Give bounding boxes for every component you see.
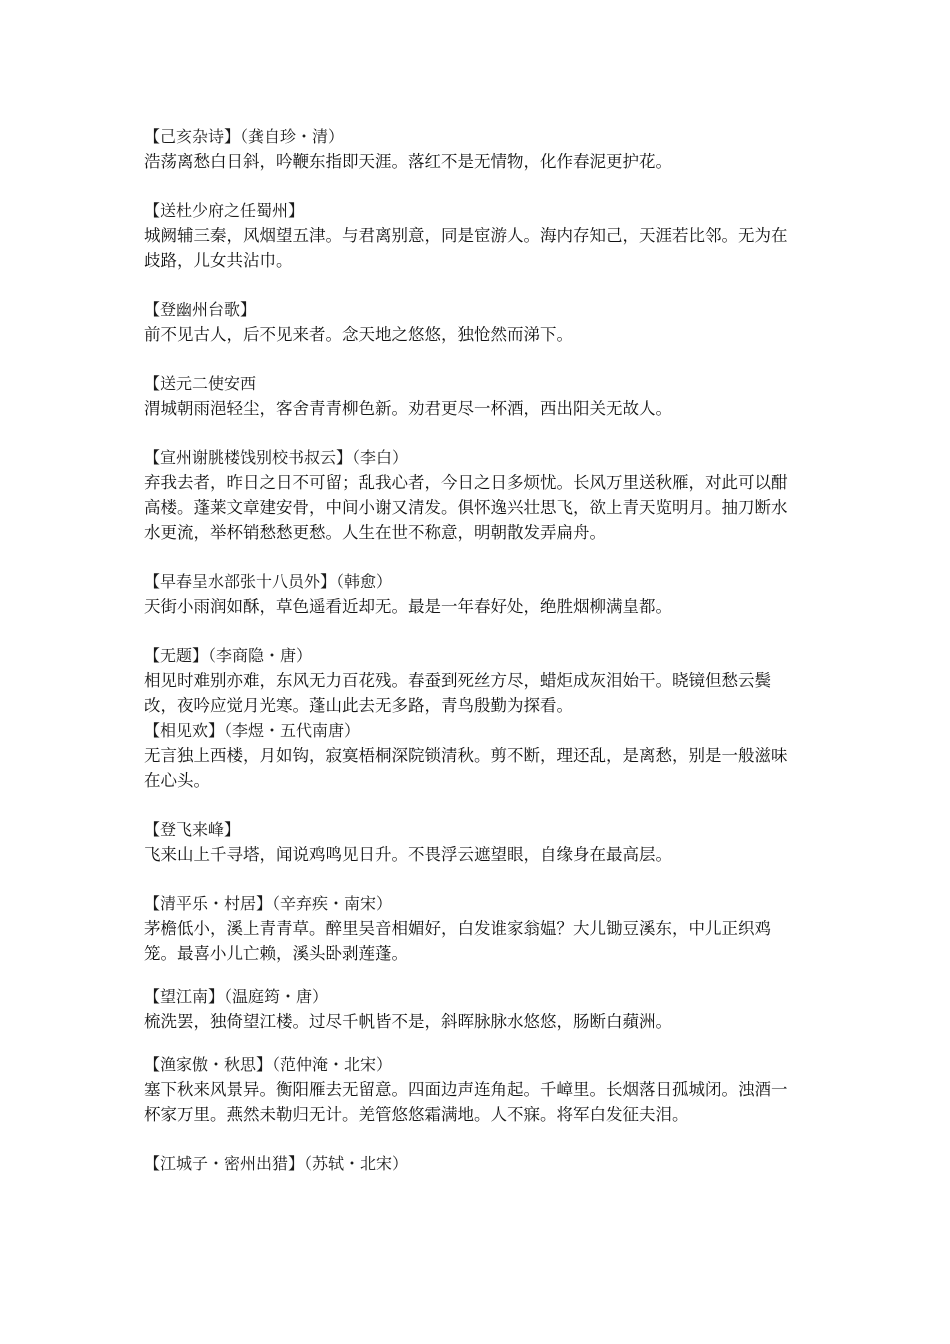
poem-title: 【送杜少府之任蜀州】 — [144, 201, 305, 220]
poem-qingpingle — [144, 891, 800, 966]
poem-xiangjianhuan — [144, 718, 800, 793]
poem-body: 渭城朝雨浥轻尘，客舍青青柳色新。劝君更尽一杯酒，西出阳关无故人。 — [144, 399, 672, 418]
poem-title: 【渔家傲・秋思】（范仲淹・北宋） — [144, 1055, 393, 1074]
poem-title: 【无题】（李商隐・唐） — [144, 646, 313, 665]
poem-wuti — [144, 643, 800, 718]
poem-wangjiangnan — [144, 984, 800, 1034]
poem-body: 塞下秋来风景异。衡阳雁去无留意。四面边声连角起。千嶂里。长烟落日孤城闭。浊酒一杯家万里。燕然未勒归无计。羌管悠悠霜满地。人不寐。将军白发征夫泪。 — [144, 1080, 788, 1124]
poem-song-dushaofu — [144, 198, 800, 273]
poem-deng-feilaifeng — [144, 817, 800, 867]
poem-jiangchengzi — [144, 1151, 800, 1176]
poem-title: 【清平乐・村居】（辛弃疾・南宋） — [144, 894, 393, 913]
poem-body: 弃我去者，昨日之日不可留；乱我心者，今日之日多烦忧。长风万里送秋雁，对此可以酣高楼。蓬莱文章建安骨，中间小谢又清发。俱怀逸兴壮思飞，欲上青天览明月。抽刀断水水更流，举杯销愁愁更愁。人生在世不称意，明朝散发弄扁舟。 — [144, 473, 788, 542]
poem-title: 【宣州谢朓楼饯别校书叔云】（李白） — [144, 448, 409, 467]
poem-title: 【相见欢】（李煜・五代南唐） — [144, 721, 361, 740]
poem-jihai-zashi — [144, 124, 800, 174]
poem-body: 飞来山上千寻塔，闻说鸡鸣见日升。不畏浮云遮望眼，自缘身在最高层。 — [144, 845, 672, 864]
poem-body: 前不见古人，后不见来者。念天地之悠悠，独怆然而涕下。 — [144, 325, 573, 344]
poem-body: 梳洗罢，独倚望江楼。过尽千帆皆不是，斜晖脉脉水悠悠，肠断白蘋洲。 — [144, 1012, 672, 1031]
poem-title: 【登幽州台歌】 — [144, 300, 257, 319]
poem-list — [144, 124, 800, 1176]
poem-body: 浩荡离愁白日斜，吟鞭东指即天涯。落红不是无情物，化作春泥更护花。 — [144, 152, 672, 171]
poem-zaochun — [144, 569, 800, 619]
poem-body: 茅檐低小，溪上青青草。醉里吴音相媚好，白发谁家翁媪？大儿锄豆溪东，中儿正织鸡笼。最喜小儿亡赖，溪头卧剥莲蓬。 — [144, 919, 771, 963]
poem-body: 天街小雨润如酥，草色遥看近却无。最是一年春好处，绝胜烟柳满皇都。 — [144, 597, 672, 616]
poem-title: 【送元二使安西 — [144, 374, 257, 393]
poem-title: 【望江南】（温庭筠・唐） — [144, 987, 329, 1006]
poem-xuanzhou-xietiao — [144, 445, 800, 545]
poem-song-yuaner — [144, 371, 800, 421]
poem-title: 【己亥杂诗】（龚自珍・清） — [144, 127, 345, 146]
poem-deng-youzhoutai — [144, 297, 800, 347]
poem-title: 【早春呈水部张十八员外】（韩愈） — [144, 572, 393, 591]
poem-title: 【江城子・密州出猎】（苏轼・北宋） — [144, 1154, 409, 1173]
poem-body: 相见时难别亦难，东风无力百花残。春蚕到死丝方尽，蜡炬成灰泪始干。晓镜但愁云鬓改，夜吟应觉月光寒。蓬山此去无多路，青鸟殷勤为探看。 — [144, 671, 771, 715]
poem-body: 无言独上西楼，月如钩，寂寞梧桐深院锁清秋。剪不断，理还乱，是离愁，别是一般滋味在心头。 — [144, 746, 788, 790]
poem-yujiaao — [144, 1052, 800, 1127]
poem-body: 城阙辅三秦，风烟望五津。与君离别意，同是宦游人。海内存知己，天涯若比邻。无为在歧路，儿女共沾巾。 — [144, 226, 788, 270]
poem-title: 【登飞来峰】 — [144, 820, 241, 839]
